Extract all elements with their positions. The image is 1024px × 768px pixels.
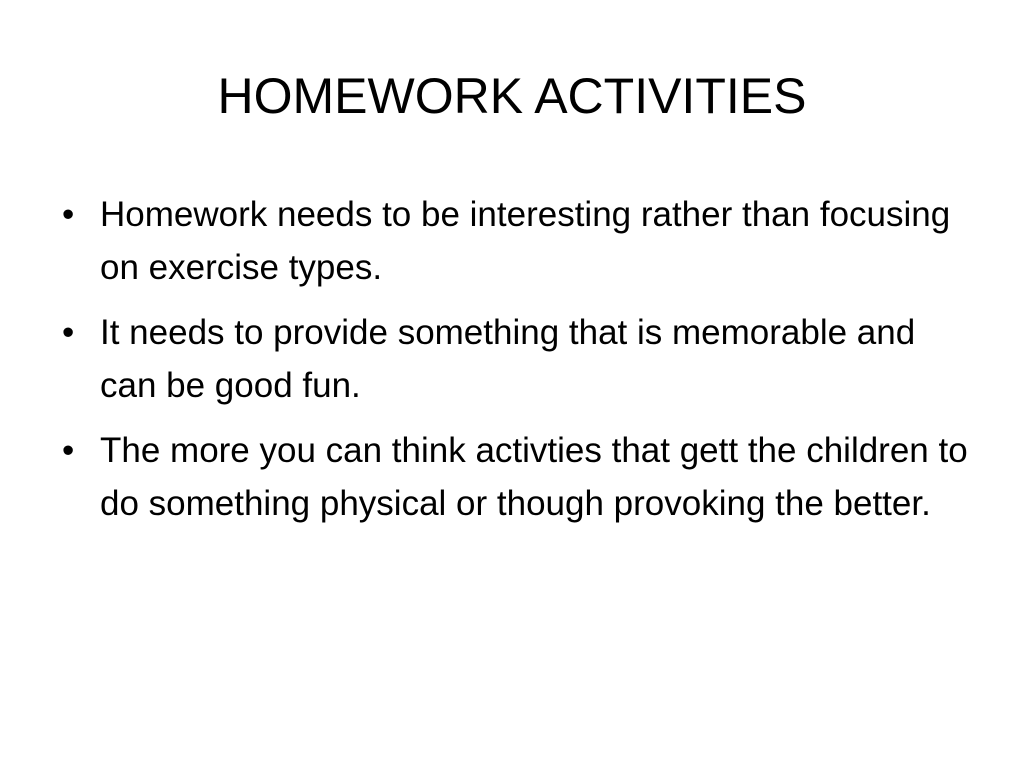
slide-title: HOMEWORK ACTIVITIES <box>217 68 807 124</box>
bullet-text: It needs to provide something that is memorable and can be good fun. <box>100 313 916 405</box>
bullet-item <box>62 188 972 294</box>
bullet-dot-icon: • <box>62 195 75 234</box>
bullet-item <box>62 306 972 412</box>
bullet-dot-icon: • <box>62 313 75 352</box>
bullet-dot-icon: • <box>62 431 75 470</box>
bullet-text: Homework needs to be interesting rather than focusing on exercise types. <box>100 195 951 287</box>
bullet-list <box>62 188 972 542</box>
bullet-item <box>62 424 972 530</box>
bullet-text: The more you can think activties that gett the children to do something physical or though provoking the better. <box>100 431 968 523</box>
